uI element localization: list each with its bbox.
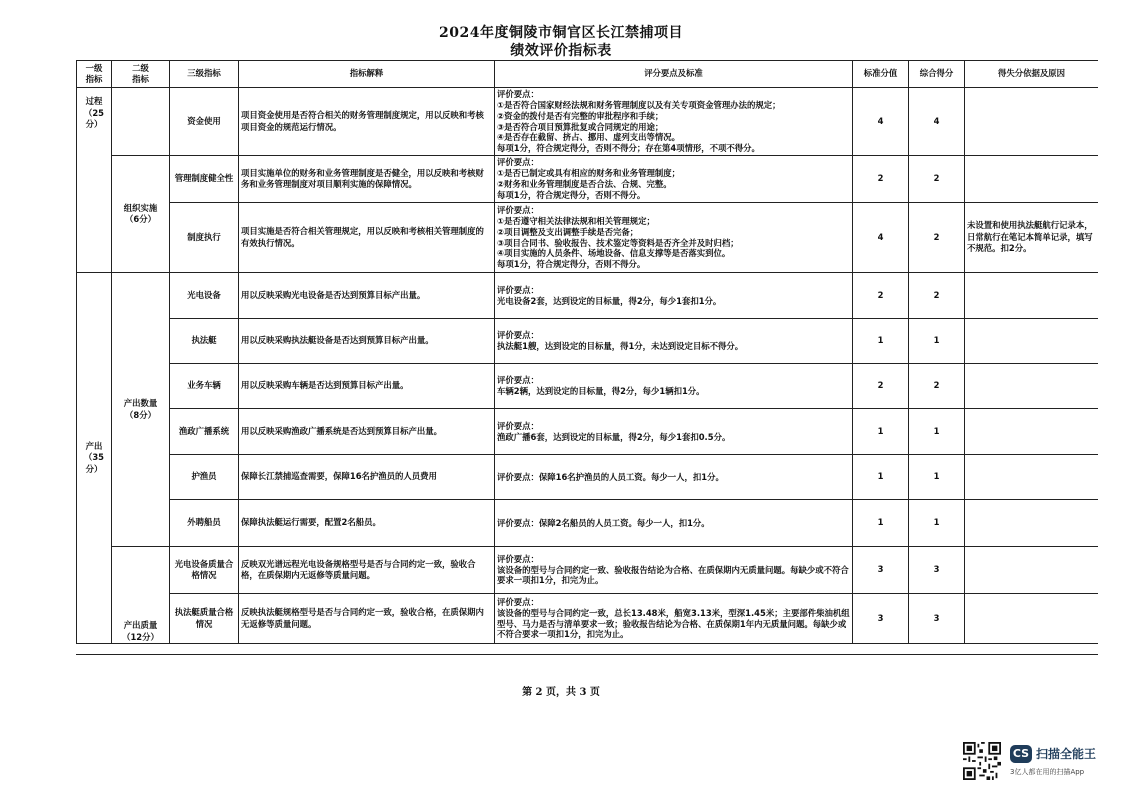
level3-name: 护渔员	[170, 455, 239, 500]
got-cell: 2	[909, 203, 965, 273]
table-header-row	[77, 61, 1099, 88]
standard-cell: 评价要点： 光电设备2套，达到设定的目标量，得2分，每少1套扣1分。	[495, 273, 853, 319]
reason-cell	[965, 547, 1099, 594]
col-header-score: 标准分值	[853, 61, 909, 88]
reason-cell	[965, 594, 1099, 644]
table-row	[77, 88, 1099, 156]
table-row	[77, 319, 1099, 364]
score-cell: 4	[853, 203, 909, 273]
level3-name: 资金使用	[170, 88, 239, 156]
explain-cell: 用以反映采购光电设备是否达到预算目标产出量。	[239, 273, 495, 319]
col-header-standard: 评分要点及标准	[495, 61, 853, 88]
score-cell: 1	[853, 319, 909, 364]
explain-cell: 反映执法艇规格型号是否与合同约定一致，验收合格，在质保期内无返修等质量问题。	[239, 594, 495, 644]
reason-cell	[965, 156, 1099, 203]
level3-name: 管理制度健全性	[170, 156, 239, 203]
explain-cell: 保障长江禁捕巡查需要，保障16名护渔员的人员费用	[239, 455, 495, 500]
camscanner-brand: 扫描全能王	[1036, 747, 1097, 761]
level3-name: 制度执行	[170, 203, 239, 273]
standard-cell: 评价要点：保障2名船员的人员工资。每少一人，扣1分。	[495, 500, 853, 547]
standard-cell: 评价要点： 执法艇1艘，达到设定的目标量，得1分，未达到设定目标不得分。	[495, 319, 853, 364]
level2-empty	[112, 88, 170, 156]
level3-name: 外聘船员	[170, 500, 239, 547]
level1-process: 过程 （25 分）	[77, 88, 112, 273]
col-header-explain: 指标解释	[239, 61, 495, 88]
level3-name: 执法艇质量合格情况	[170, 594, 239, 644]
table-row	[77, 455, 1099, 500]
got-cell: 3	[909, 547, 965, 594]
table-row	[77, 156, 1099, 203]
score-cell: 2	[853, 273, 909, 319]
got-cell: 2	[909, 364, 965, 409]
reason-cell: 未设置和使用执法艇航行记录本，日常航行在笔记本简单记录，填写不规范。扣2分。	[965, 203, 1099, 273]
got-cell: 2	[909, 273, 965, 319]
explain-cell: 项目实施单位的财务和业务管理制度是否健全，用以反映和考核财务和业务管理制度对项目顺利实施的保障情况。	[239, 156, 495, 203]
standard-cell: 评价要点： 该设备的型号与合同约定一致，总长13.48米，船宽3.13米，型深1.45米；主要部件柴油机组型号、马力是否与清单要求一致；验收报告结论为合格、在质保期1年内无质量问题。每缺少或不符合要求一项扣1分，扣完为止。	[495, 594, 853, 644]
col-header-got: 综合得分	[909, 61, 965, 88]
got-cell: 4	[909, 88, 965, 156]
standard-cell: 评价要点：保障16名护渔员的人员工资。每少一人，扣1分。	[495, 455, 853, 500]
col-header-level1: 一级 指标	[77, 61, 112, 88]
score-cell: 1	[853, 455, 909, 500]
score-cell: 1	[853, 500, 909, 547]
scanner-watermark	[963, 742, 1113, 782]
reason-cell	[965, 455, 1099, 500]
got-cell: 1	[909, 409, 965, 455]
explain-cell: 用以反映采购执法艇设备是否达到预算目标产出量。	[239, 319, 495, 364]
table-row	[77, 273, 1099, 319]
got-cell: 1	[909, 319, 965, 364]
indicator-table-wrap	[76, 60, 1098, 655]
level2-quality: 产出质量 （12分）	[112, 547, 170, 644]
level3-name: 业务车辆	[170, 364, 239, 409]
score-cell: 1	[853, 409, 909, 455]
reason-cell	[965, 500, 1099, 547]
camscanner-slogan: 3亿人都在用的扫描App	[1010, 768, 1085, 776]
explain-cell: 用以反映采购渔政广播系统是否达到预算目标产出量。	[239, 409, 495, 455]
camscanner-logo-badge: CS	[1010, 745, 1032, 763]
table-row	[77, 409, 1099, 455]
level3-name: 光电设备质量合格情况	[170, 547, 239, 594]
explain-cell: 保障执法艇运行需要，配置2名船员。	[239, 500, 495, 547]
standard-cell: 评价要点： 车辆2辆，达到设定的目标量，得2分，每少1辆扣1分。	[495, 364, 853, 409]
score-cell: 4	[853, 88, 909, 156]
got-cell: 1	[909, 500, 965, 547]
doc-subtitle: 绩效评价指标表	[510, 43, 612, 59]
score-cell: 2	[853, 156, 909, 203]
level3-name: 执法艇	[170, 319, 239, 364]
table-row	[77, 203, 1099, 273]
level2-quantity: 产出数量 （8分）	[112, 273, 170, 547]
score-cell: 3	[853, 547, 909, 594]
level3-name: 渔政广播系统	[170, 409, 239, 455]
got-cell: 1	[909, 455, 965, 500]
standard-cell: 评价要点： 渔政广播6套，达到设定的目标量，得2分，每少1套扣0.5分。	[495, 409, 853, 455]
table-row	[77, 594, 1099, 644]
reason-cell	[965, 88, 1099, 156]
table-row	[77, 547, 1099, 594]
qr-code-icon	[963, 742, 1001, 780]
explain-cell: 项目实施是否符合相关管理规定，用以反映和考核相关管理制度的有效执行情况。	[239, 203, 495, 273]
standard-cell: 评价要点： 该设备的型号与合同约定一致、验收报告结论为合格、在质保期内无质量问题。每缺少或不符合要求一项扣1分，扣完为止。	[495, 547, 853, 594]
score-cell: 2	[853, 364, 909, 409]
standard-cell: 评价要点： ①是否遵守相关法律法规和相关管理规定； ②项目调整及支出调整手续是否完备； ③项目合同书、验收报告、技术鉴定等资料是否齐全并及时归档； ④项目实施的人员条件、场地设备、信息支撑等是否落实到位。 每项1分，符合规定得分，否则不得分。	[495, 203, 853, 273]
col-header-level3: 三级指标	[170, 61, 239, 88]
reason-cell	[965, 319, 1099, 364]
doc-title: 2024年度铜陵市铜官区长江禁捕项目	[439, 25, 683, 41]
reason-cell	[965, 273, 1099, 319]
explain-cell: 项目资金使用是否符合相关的财务管理制度规定，用以反映和考核项目资金的规范运行情况。	[239, 88, 495, 156]
level1-output: 产出 （35分）	[77, 273, 112, 644]
got-cell: 2	[909, 156, 965, 203]
standard-cell: 评价要点： ①是否已制定或具有相应的财务和业务管理制度； ②财务和业务管理制度是否合法、合规、完整。 每项1分，符合规定得分，否则不得分。	[495, 156, 853, 203]
page-number: 第 2 页，共 3 页	[522, 687, 600, 698]
col-header-reason: 得失分依据及原因	[965, 61, 1099, 88]
table-row	[77, 500, 1099, 547]
standard-cell: 评价要点： ①是否符合国家财经法规和财务管理制度以及有关专项资金管理办法的规定； ②资金的拨付是否有完整的审批程序和手续； ③是否符合项目预算批复或合同规定的用途； ④是否存在截留、挤占、挪用、虚列支出等情况。 每项1分，符合规定得分，否则不得分；存在第4项情形，不项不得分。	[495, 88, 853, 156]
explain-cell: 用以反映采购车辆是否达到预算目标产出量。	[239, 364, 495, 409]
indicator-table	[76, 60, 1098, 644]
explain-cell: 反映双光谱远程光电设备规格型号是否与合同约定一致，验收合格，在质保期内无返修等质量问题。	[239, 547, 495, 594]
level3-name: 光电设备	[170, 273, 239, 319]
table-row	[77, 364, 1099, 409]
col-header-level2: 二级 指标	[112, 61, 170, 88]
level2-org: 组织实施 （6分）	[112, 156, 170, 273]
reason-cell	[965, 409, 1099, 455]
reason-cell	[965, 364, 1099, 409]
score-cell: 3	[853, 594, 909, 644]
got-cell: 3	[909, 594, 965, 644]
